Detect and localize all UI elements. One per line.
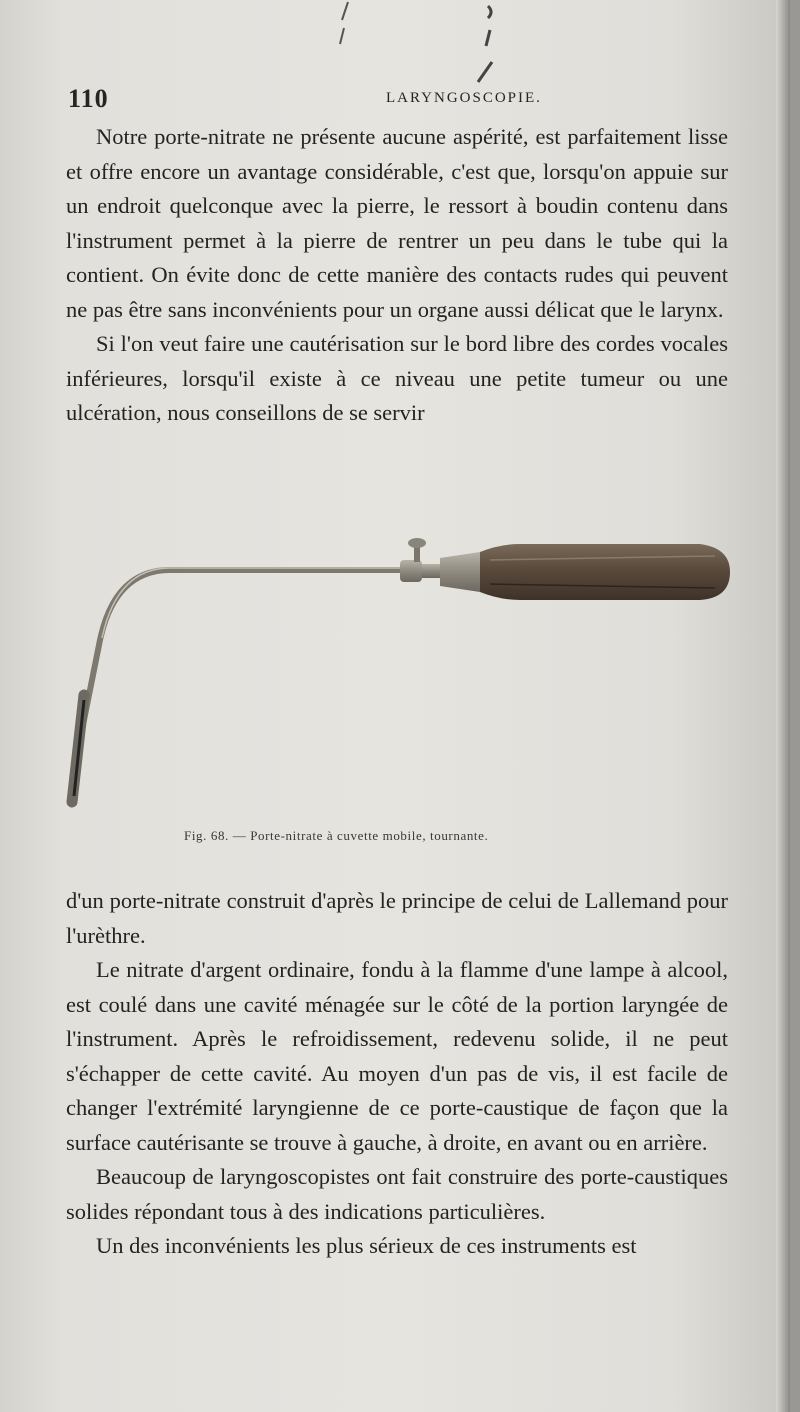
rod: [82, 570, 405, 730]
paragraph: Notre porte-nitrate ne présente aucune aspérité, est parfaitement lisse et offre encore un avantage considérable, c'est que, lorsqu'on appuie sur un endroit quelconque avec la pierre, le ressort à boudin contenu dans l'instrument permet à la pierre de rentrer un peu dans le tube qui la contient. On évite donc de cette manière des contacts rudes qui peuvent ne pas être sans inconvénients pour un organe aussi délicat que le larynx.: [66, 124, 728, 322]
paragraph: d'un porte-nitrate construit d'après le principe de celui de Lallemand pour l'urèthre.: [66, 888, 728, 948]
handle: [480, 544, 730, 600]
paragraph: Le nitrate d'argent ordinaire, fondu à la flamme d'une lampe à alcool, est coulé dans une cavité ménagée sur le côté de la portion laryngée de l'instrument. Après le refroidissement, redevenu solide, il ne peut s'échapper de cette cavité. Au moyen d'un pas de vis, il est facile de changer l'extrémité laryngienne de ce porte-caustique de façon que la surface cautérisante se trouve à gauche, à droite, en avant ou en arrière.: [66, 957, 728, 1155]
figure-caption: Fig. 68. — Porte-nitrate à cuvette mobile, tournante.: [184, 828, 489, 843]
body-text-top: [66, 120, 728, 431]
instrument-illustration: [60, 530, 750, 820]
paragraph: Beaucoup de laryngoscopistes ont fait construire des porte-caustiques solides répondant tous à des indications particulières.: [66, 1164, 728, 1224]
page-number: 110: [68, 84, 109, 113]
paragraph: Si l'on veut faire une cautérisation sur le bord libre des cordes vocales inférieures, lorsqu'il existe à ce niveau une petite tumeur ou une ulcération, nous conseillons de se servir: [66, 331, 728, 425]
page-gutter: [776, 0, 790, 1412]
paragraph: Un des inconvénients les plus sérieux de ces instruments est: [96, 1233, 637, 1258]
running-head: LARYNGOSCOPIE.: [386, 90, 542, 106]
body-text-bottom: [66, 884, 728, 1264]
page-header: [68, 82, 728, 112]
